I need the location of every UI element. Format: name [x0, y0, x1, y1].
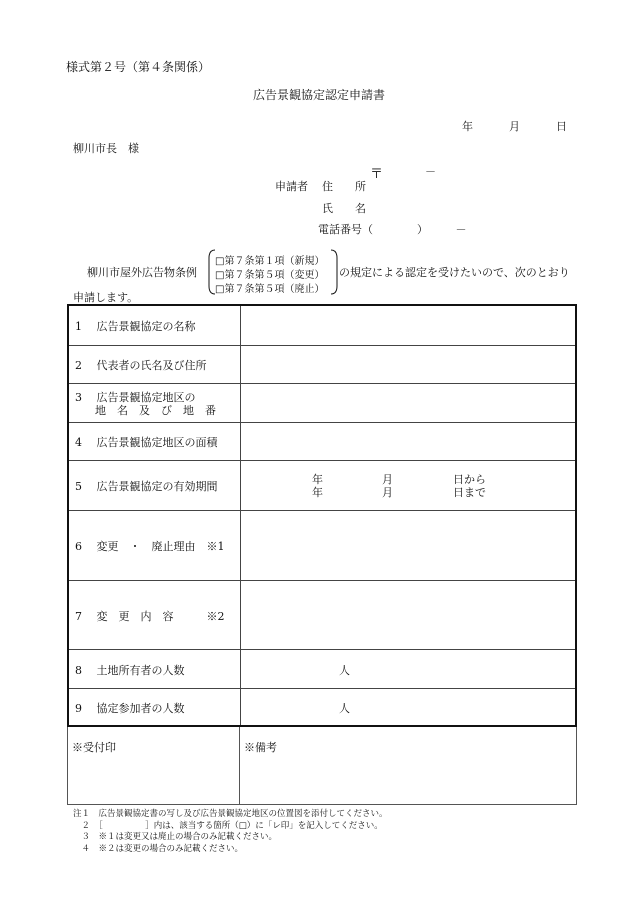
- option-new: □第７条第１項（新規）: [215, 256, 325, 267]
- intro-line2: 申請します。: [73, 291, 139, 304]
- row-label: 7 変 更 内 容 ※2: [75, 609, 225, 623]
- table-row-landowners: [69, 649, 575, 689]
- row-label: 3 広告景観協定地区の 地 名 及 び 地 番: [75, 390, 216, 417]
- table-row-representative: [69, 345, 575, 384]
- note-item: 注１ 広告景観協定書の写し及び広告景観協定地区の位置図を添付してください。: [73, 809, 388, 819]
- note-item: ４ ※２は変更の場合のみ記載ください。: [73, 843, 244, 854]
- remarks-label: ※備考: [244, 741, 277, 754]
- table-row-participants: [69, 688, 575, 726]
- form-number: 様式第２号（第４条関係）: [66, 60, 211, 74]
- date-day: 日: [556, 120, 567, 133]
- applicant-label: 申請者: [275, 180, 308, 193]
- table-row-name: [69, 306, 575, 345]
- name-label: 氏 名: [322, 202, 366, 215]
- page-title: 広告景観協定認定申請書: [253, 88, 386, 102]
- table-row-district: [69, 383, 575, 423]
- notes: [73, 809, 388, 855]
- row-label: 8 土地所有者の人数: [75, 663, 185, 677]
- column-divider: [239, 727, 240, 804]
- option-change: □第７条第５項（変更）: [215, 270, 325, 281]
- postal-mark: 〒: [370, 167, 384, 182]
- period-month: 月 月: [382, 473, 393, 499]
- row-label: 2 代表者の氏名及び住所: [75, 359, 207, 372]
- unit-people: 人: [339, 701, 350, 715]
- date-year: 年: [462, 120, 473, 133]
- table-row-changes: [69, 580, 575, 650]
- reception-remarks-box: [67, 727, 577, 805]
- note-item: ３ ※１は変更又は廃止の場合のみ記載ください。: [73, 832, 278, 842]
- phone-label: 電話番号（ ） －: [318, 223, 467, 236]
- row-label: 1 広告景観協定の名称: [75, 319, 196, 333]
- row-label: 5 広告景観協定の有効期間: [75, 480, 218, 493]
- table-row-area: [69, 422, 575, 461]
- date-month: 月: [509, 120, 520, 133]
- note-item: ２ ［ ］内は、該当する箇所（□）に「レ印」を記入してください。: [73, 820, 383, 831]
- intro-prefix: 柳川市屋外広告物条例: [87, 266, 197, 279]
- reception-label: ※受付印: [72, 741, 116, 754]
- table-row-reason: [69, 510, 575, 581]
- postal-dash: －: [425, 165, 436, 178]
- unit-people: 人: [339, 663, 350, 677]
- addressee: 柳川市長 様: [73, 142, 139, 155]
- period-year: 年 年: [312, 473, 323, 499]
- application-table: [67, 304, 577, 727]
- row-label: 6 変更 ・ 廃止理由 ※1: [75, 540, 225, 553]
- row-label: 4 広告景観協定地区の面積: [75, 436, 218, 449]
- option-abolish: □第７条第５項（廃止）: [215, 284, 325, 295]
- period-day: 日から 日まで: [453, 473, 486, 499]
- address-label: 住 所: [322, 180, 366, 193]
- intro-suffix: の規定による認定を受けたいので、次のとおり: [339, 266, 570, 279]
- row-label: 9 協定参加者の人数: [75, 701, 185, 715]
- table-row-period: [69, 460, 575, 511]
